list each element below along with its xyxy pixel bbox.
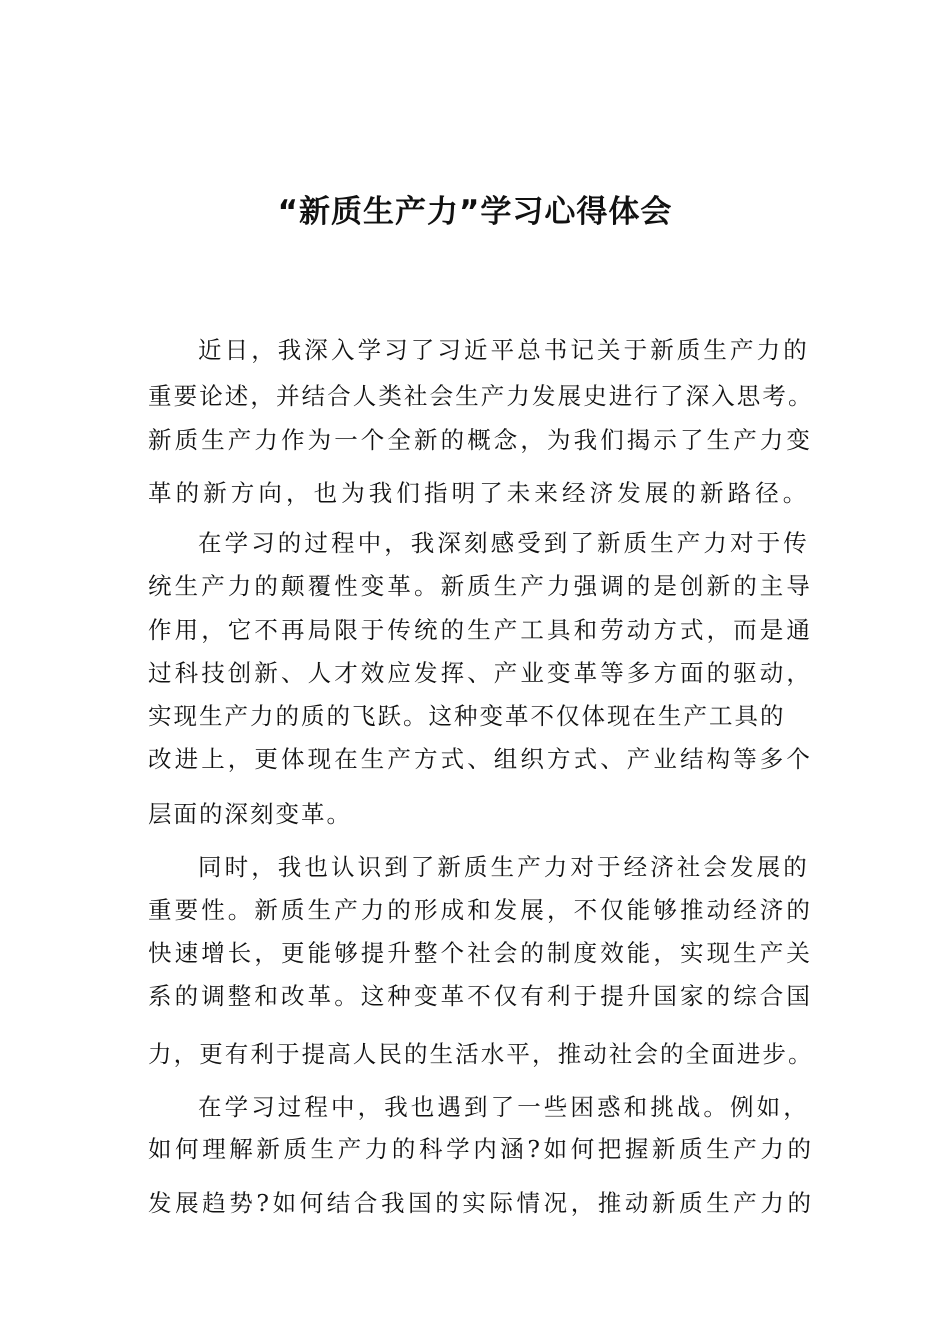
paragraph-1-line-3: 新质生产力作为一个全新的概念，为我们揭示了生产力变: [148, 426, 813, 454]
paragraph-2-line-5: 实现生产力的质的飞跃。这种变革不仅体现在生产工具的: [148, 702, 786, 730]
paragraph-1-line-4: 革的新方向，也为我们指明了未来经济发展的新路径。: [148, 479, 811, 507]
paragraph-4-line-3: 发展趋势?如何结合我国的实际情况，推动新质生产力的: [148, 1189, 815, 1217]
paragraph-2-line-1: 在学习的过程中，我深刻感受到了新质生产力对于传: [198, 529, 810, 557]
paragraph-1-line-2: 重要论述，并结合人类社会生产力发展史进行了深入思考。: [148, 382, 814, 410]
document-title: “新质生产力”学习心得体会: [277, 194, 673, 230]
paragraph-2-line-3: 作用，它不再局限于传统的生产工具和劳动方式，而是通: [148, 616, 813, 644]
paragraph-3-line-5: 力，更有利于提高人民的生活水平，推动社会的全面进步。: [148, 1040, 814, 1068]
paragraph-4-line-2: 如何理解新质生产力的科学内涵?如何把握新质生产力的: [148, 1135, 815, 1163]
paragraph-2-line-7: 层面的深刻变革。: [148, 800, 352, 828]
paragraph-2-line-6: 改进上，更体现在生产方式、组织方式、产业结构等多个: [148, 745, 813, 773]
paragraph-2-line-2: 统生产力的颠覆性变革。新质生产力强调的是创新的主导: [148, 572, 813, 600]
paragraph-3-line-3: 快速增长，更能够提升整个社会的制度效能，实现生产关: [148, 939, 813, 967]
paragraph-3-line-4: 系的调整和改革。这种变革不仅有利于提升国家的综合国: [148, 982, 813, 1010]
paragraph-3-line-1: 同时，我也认识到了新质生产力对于经济社会发展的: [198, 853, 810, 881]
paragraph-2-line-4: 过科技创新、人才效应发挥、产业变革等多方面的驱动，: [148, 659, 813, 687]
paragraph-4-line-1: 在学习过程中，我也遇到了一些困惑和挑战。例如，: [198, 1093, 810, 1121]
paragraph-3-line-2: 重要性。新质生产力的形成和发展，不仅能够推动经济的: [148, 896, 813, 924]
paragraph-1-line-1: 近日，我深入学习了习近平总书记关于新质生产力的: [198, 336, 810, 364]
